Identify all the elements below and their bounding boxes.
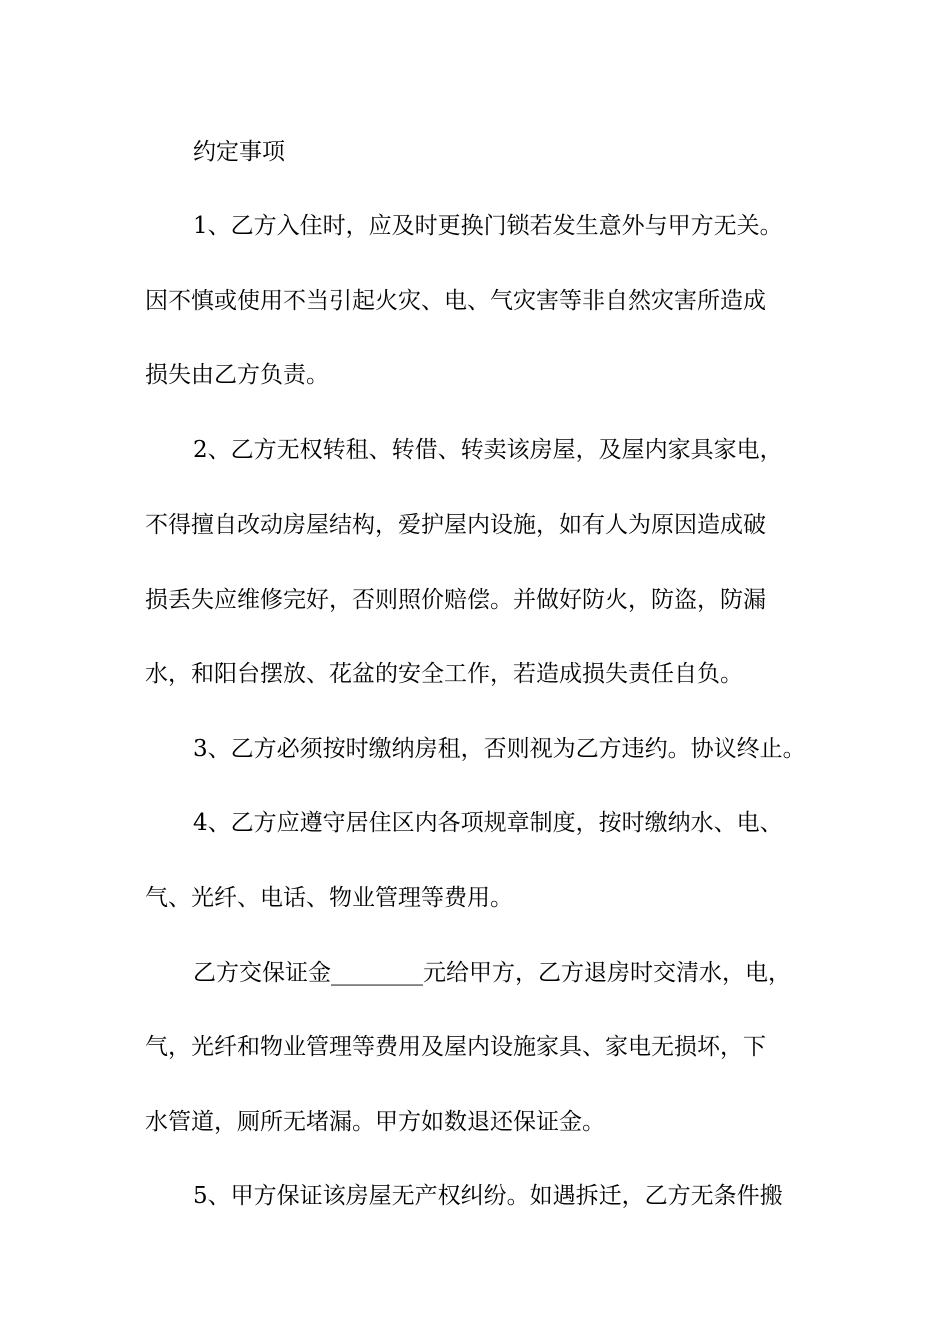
clause-1-line-1: 1、乙方入住时，应及时更换门锁若发生意外与甲方无关。 xyxy=(193,213,783,239)
deposit-line-2: 气，光纤和物业管理等费用及屋内设施家具、家电无损坏，下 xyxy=(145,1034,766,1060)
clause-2-line-1: 2、乙方无权转租、转借、转卖该房屋，及屋内家具家电， xyxy=(193,437,783,463)
clause-4-line-2: 气、光纤、电话、物业管理等费用。 xyxy=(145,885,513,911)
clause-2-line-2: 不得擅自改动房屋结构，爱护屋内设施，如有人为原因造成破 xyxy=(145,512,766,538)
clause-3-line-1: 3、乙方必须按时缴纳房租，否则视为乙方违约。协议终止。 xyxy=(193,736,806,762)
clause-2-line-4: 水，和阳台摆放、花盆的安全工作，若造成损失责任自负。 xyxy=(145,661,743,687)
clause-1-line-2: 因不慎或使用不当引起火灾、电、气灾害等非自然灾害所造成 xyxy=(145,288,766,314)
clause-4-line-1: 4、乙方应遵守居住区内各项规章制度，按时缴纳水、电、 xyxy=(193,810,783,836)
deposit-line-1: 乙方交保证金________元给甲方，乙方退房时交清水，电， xyxy=(193,960,791,986)
deposit-line-3: 水管道，厕所无堵漏。甲方如数退还保证金。 xyxy=(145,1109,605,1135)
clause-2-line-3: 损丢失应维修完好，否则照价赔偿。并做好防火，防盗，防漏 xyxy=(145,587,766,613)
section-heading: 约定事项 xyxy=(193,139,285,165)
clause-5-line-1: 5、甲方保证该房屋无产权纠纷。如遇拆迁，乙方无条件搬 xyxy=(193,1183,783,1209)
clause-1-line-3: 损失由乙方负责。 xyxy=(145,362,329,388)
